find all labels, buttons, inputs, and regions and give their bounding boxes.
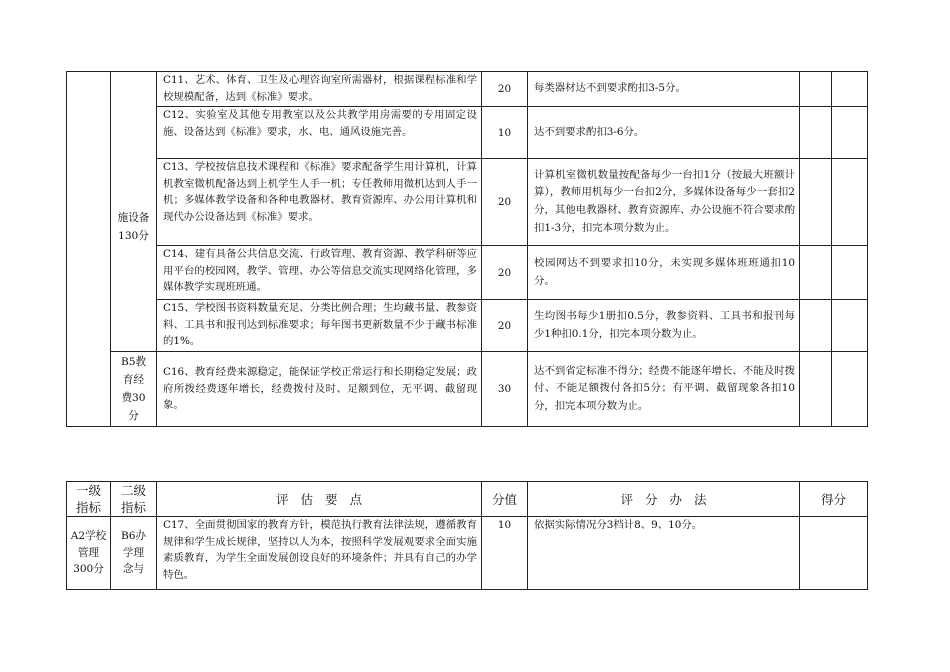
table-row [67,107,868,159]
blank-cell [832,107,868,159]
criterion-cell: C13、学校按信息技术课程和《标准》要求配备学生用计算机，计算机教室微机配备达到上机学生人手一机；专任教师用微机达到人手一机；多媒体教学设备和各种电教器材、教育资源库、办公用计算机和现代办公设备达到《标准》要求。 [157,159,482,246]
criterion-cell: C11、艺术、体育、卫生及心理咨询室所需器材，根据课程标准和学校规模配备，达到《标准》要求。 [157,72,482,107]
score-cell: 10 [482,107,528,159]
header-level2-label: 二级指标 [120,483,146,515]
criterion-cell: C16、教育经费来源稳定，能保证学校正常运行和长期稳定发展；政府所拨经费逐年增长，经费拨付及时、足额到位，无平调、截留现象。 [157,352,482,427]
score-cell: 10 [482,517,528,590]
blank-cell [800,517,868,590]
evaluation-table-lower [66,481,868,590]
header-result: 得分 [800,482,868,517]
method-cell: 计算机室微机数量按配备每少一台扣1分（按最大班额计算），教师用机每少一台扣2分，多媒体设备每少一套扣2分，其他电教器材、教育资源库、办公设施不符合要求酌扣1-3分，扣完本项分数为止。 [528,159,800,246]
level1-cell-a2 [67,517,111,590]
method-cell: 生均图书每少1册扣0.5分，教参资料、工具书和报刊每少1种扣0.1分，扣完本项分数为止。 [528,300,800,352]
blank-cell [800,107,832,159]
level2-cell-b6 [111,517,157,590]
level2-label: B6办学理念与 [120,530,147,576]
header-level2 [111,482,157,517]
score-cell: 20 [482,72,528,107]
criterion-cell: C14、建有具备公共信息交流、行政管理、教育资源、教学科研等应用平台的校园网，教学、管理、办公等信息交流实现网络化管理，多媒体教学实现班班通。 [157,246,482,300]
criterion-cell: C17、全面贯彻国家的教育方针，模范执行教育法律法规，遵循教育规律和学生成长规律，坚持以人为本，按照科学发展观要求全面实施素质教育，为学生全面发展创设良好的环境条件；并具有自己的办学特色。 [157,517,482,590]
header-method [528,482,800,517]
level1-label: A2学校管理300分 [70,530,107,576]
blank-cell [800,352,832,427]
level2-label: 施设备130分 [117,211,150,242]
level2-cell-b5 [111,352,157,427]
table-row [67,352,868,427]
header-criteria-label: 评估要点 [275,491,374,507]
table-row [67,246,868,300]
evaluation-table-upper [66,71,868,427]
header-method-label: 评分办法 [620,491,719,507]
score-cell: 30 [482,352,528,427]
blank-cell [832,246,868,300]
header-criteria [157,482,482,517]
method-cell: 达不到省定标准不得分；经费不能逐年增长、不能及时拨付、不能足额拨付各扣5分；有平调、截留现象各扣10分，扣完本项分数为止。 [528,352,800,427]
header-score: 分值 [482,482,528,517]
score-cell: 20 [482,159,528,246]
blank-cell [800,72,832,107]
blank-cell [800,159,832,246]
method-cell: 依据实际情况分3档计8、9、10分。 [528,517,800,590]
table-row [67,72,868,107]
header-row [67,482,868,517]
score-cell: 20 [482,246,528,300]
score-cell: 20 [482,300,528,352]
method-cell: 达不到要求酌扣3-6分。 [528,107,800,159]
blank-cell [832,352,868,427]
method-cell: 校园网达不到要求扣10分，未实现多媒体班班通扣10分。 [528,246,800,300]
blank-cell [800,246,832,300]
blank-cell [832,300,868,352]
level2-cell-b4 [111,72,157,352]
level2-label: B5教育经费30分 [120,356,147,422]
blank-cell [832,72,868,107]
criterion-cell: C15、学校图书资料数量充足、分类比例合理；生均藏书量、教参资料、工具书和报刊达到标准要求；每年图书更新数量不少于藏书标准的1%。 [157,300,482,352]
table-row [67,300,868,352]
level1-cell-empty [67,72,111,427]
blank-cell [832,159,868,246]
table-row [67,159,868,246]
header-level1 [67,482,111,517]
method-cell: 每类器材达不到要求酌扣3-5分。 [528,72,800,107]
table-row [67,517,868,590]
criterion-cell: C12、实验室及其他专用教室以及公共教学用房需要的专用固定设施、设备达到《标准》要求，水、电、通风设施完善。 [157,107,482,159]
header-level1-label: 一级指标 [75,483,101,515]
blank-cell [800,300,832,352]
